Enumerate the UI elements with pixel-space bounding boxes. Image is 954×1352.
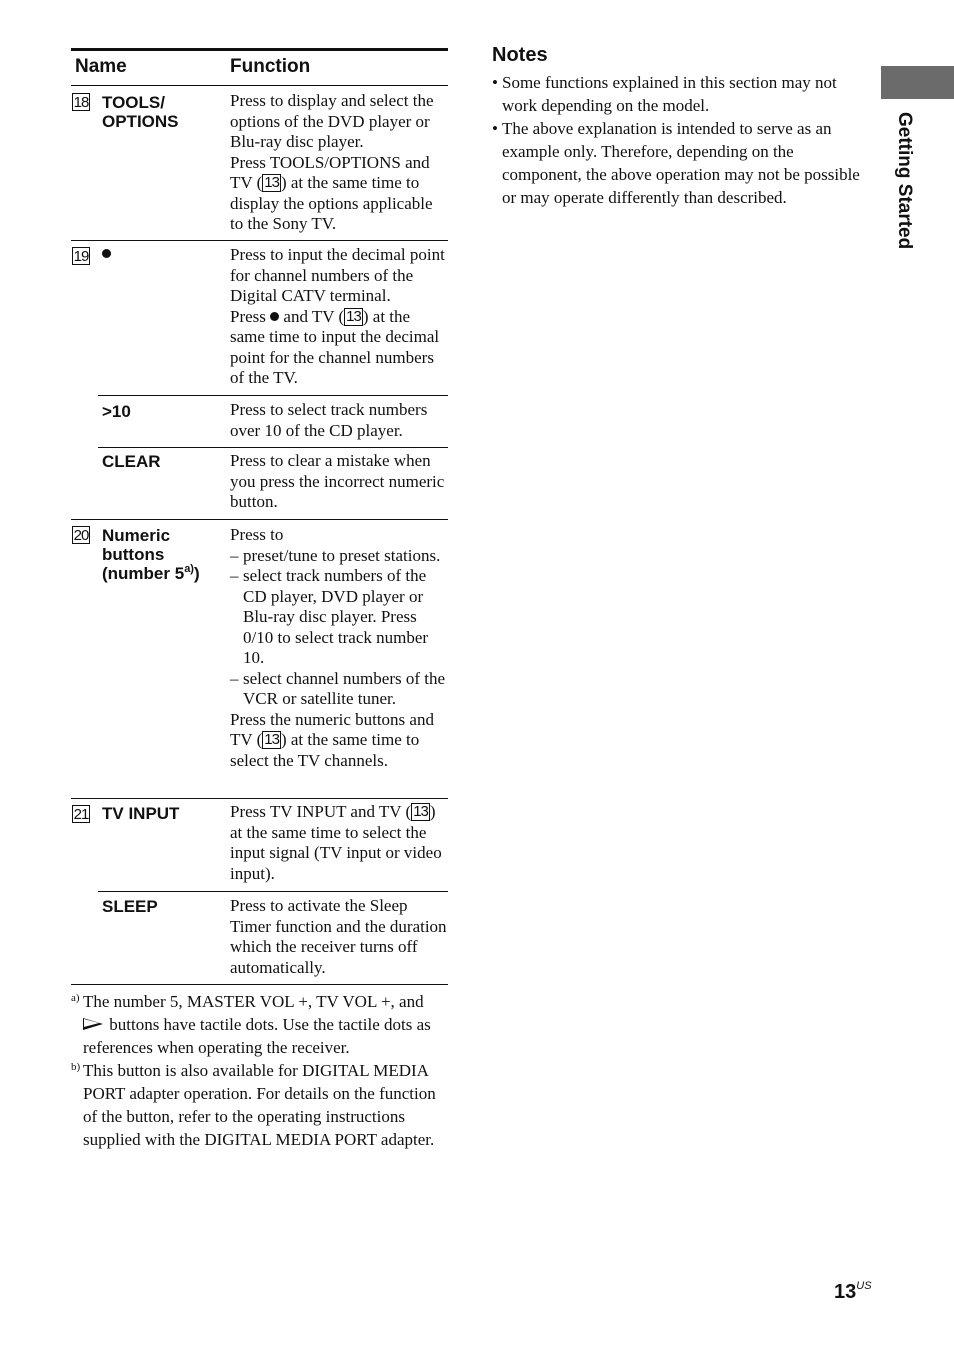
row-function: Press TV INPUT and TV ( 13 ) at the same time to select the input signal (TV input or video input). <box>230 802 442 883</box>
table-row <box>71 447 448 519</box>
row-name: CLEAR <box>102 452 161 471</box>
list-item: – preset/tune to preset stations. <box>230 546 448 567</box>
ref-number-box: 13 <box>264 731 279 748</box>
item-number-box: 21 <box>73 806 89 823</box>
item-number-box: 20 <box>73 527 89 544</box>
decimal-dot-icon <box>102 249 111 258</box>
table-row <box>71 86 448 240</box>
footnote-a: a) The number 5, MASTER VOL +, TV VOL +, and buttons have tactile dots. Use the tactile dots as references when operating the receiver. <box>71 990 451 1059</box>
item-number-box: 19 <box>73 248 89 265</box>
row-function: Press to – preset/tune to preset stations. – select track numbers of the CD player, DVD player or Blu-ray disc player. Press 0/10 to select track number 10. – select channel numbers of the VCR or satellite tuner. Press the numeric buttons and TV ( 13 ) at the same time to select the TV channels. <box>230 525 448 771</box>
table-bottom-rule <box>71 984 448 985</box>
table-row <box>71 240 448 395</box>
row-name: SLEEP <box>102 897 158 916</box>
ref-number-box: 13 <box>264 174 279 191</box>
list-item: – select channel numbers of the VCR or satellite tuner. <box>230 669 448 710</box>
footnote-mark: b) <box>71 1061 81 1073</box>
table-header <box>71 48 448 86</box>
ref-number-box: 13 <box>413 803 428 820</box>
page-number: $13^{US}$ <box>834 1280 872 1303</box>
footnote-mark: a) <box>71 992 80 1004</box>
row-name: TOOLS/ OPTIONS <box>102 93 179 131</box>
decimal-dot-icon <box>270 312 279 321</box>
row-function: Press to select track numbers over 10 of the CD player. <box>230 400 428 440</box>
list-item: – select track numbers of the CD player, DVD player or Blu-ray disc player. Press 0/10 to select track number 10. <box>230 566 448 669</box>
table-row <box>71 798 448 891</box>
header-function: Function <box>230 56 311 77</box>
play-triangle-icon <box>83 1018 103 1030</box>
list-item: • The above explanation is intended to serve as an example only. Therefore, depending on the component, the above operation may not be possible or may operate differently than described. <box>492 117 872 209</box>
row-function: Press to activate the Sleep Timer function and the duration which the receiver turns off automatically. <box>230 896 447 977</box>
item-number-box: 18 <box>73 94 89 111</box>
row-function: Press to clear a mistake when you press the incorrect numeric button. <box>230 451 445 511</box>
row-name: Numeric buttons (number 5$^{a)}$) <box>102 526 200 583</box>
function-table <box>71 48 448 985</box>
section-tab-bar <box>881 66 954 99</box>
notes-title: Notes <box>492 44 548 66</box>
row-name <box>102 244 222 263</box>
footnote-b: b) This button is also available for DIGITAL MEDIA PORT adapter operation. For details on the function of the button, refer to the operating instructions supplied with the DIGITAL MEDIA PORT adapter. <box>71 1059 451 1151</box>
list-item: • Some functions explained in this section may not work depending on the model. <box>492 71 872 117</box>
table-row <box>71 891 448 984</box>
header-name: Name <box>75 56 127 77</box>
row-function: Press to input the decimal point for channel numbers of the Digital CATV terminal. Press and TV ( 13 ) at the same time to input the decimal point for the channel numbers of the TV. <box>230 245 445 387</box>
row-name: TV INPUT <box>102 804 180 823</box>
ref-number-box: 13 <box>346 307 361 325</box>
row-name: >10 <box>102 402 131 421</box>
table-row <box>71 395 448 447</box>
section-tab-label: Getting Started <box>894 112 915 250</box>
notes-section <box>492 44 872 209</box>
row-function: Press to display and select the options of the DVD player or Blu-ray disc player. Press TOOLS/OPTIONS and TV ( 13 ) at the same time to display the options applicable to the Sony TV. <box>230 91 434 233</box>
table-row <box>71 519 448 798</box>
